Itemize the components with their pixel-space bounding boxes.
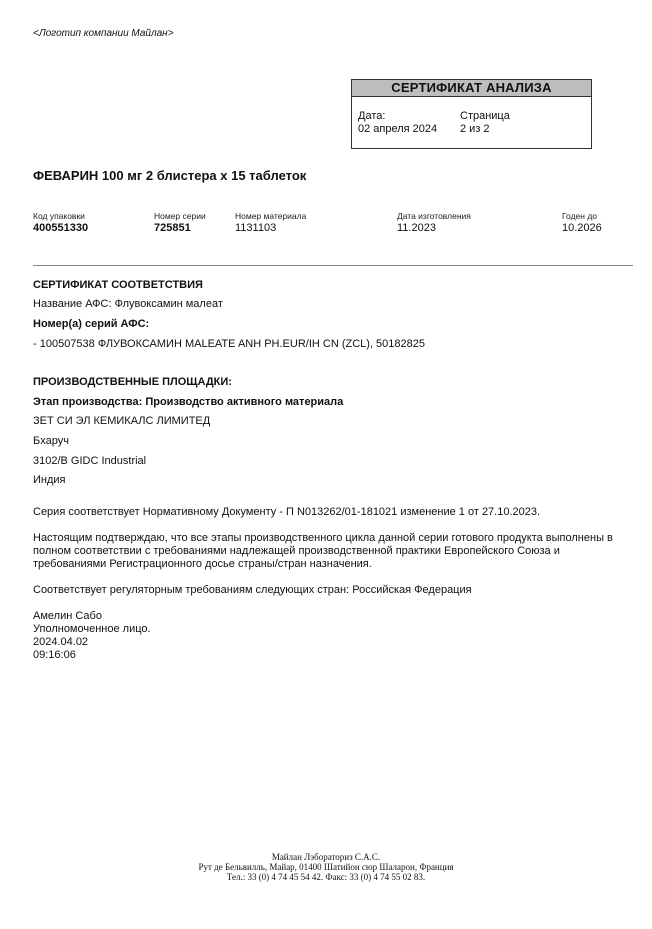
footer-address: Рут де Бельвилль, Майар, 01400 Шатийон сюр Шаларон, Франция (198, 862, 454, 872)
api-batches-label: Номер(а) серий АФС: (33, 318, 150, 330)
pack-code-value: 400551330 (33, 222, 89, 234)
meta-expiry (562, 211, 602, 234)
date-label: Дата: (358, 110, 386, 122)
api-name: Название АФС: Флувоксамин малеат (33, 298, 223, 310)
site-country: Индия (33, 474, 66, 486)
signature-block (33, 610, 151, 662)
page-value: 2 из 2 (460, 123, 490, 135)
conformity-heading: СЕРТИФИКАТ СООТВЕТСТВИЯ (33, 279, 203, 291)
site-address: 3102/B GIDC Industrial (33, 455, 147, 467)
sites-heading: ПРОИЗВОДСТВЕННЫЕ ПЛОЩАДКИ: (33, 376, 232, 388)
batch-value: 725851 (154, 222, 191, 234)
site-company: ЗЕТ СИ ЭЛ КЕМИКАЛС ЛИМИТЕД (33, 415, 211, 427)
mfg-date-label: Дата изготовления (397, 211, 471, 221)
compliance-statement: Серия соответствует Нормативному Документу - П N013262/01-181021 изменение 1 от 27.10.2023. (33, 506, 541, 518)
api-batch-line: - 100507538 ФЛУВОКСАМИН MALEATE ANH PH.EUR/IH CN (ZCL), 50182825 (33, 338, 425, 350)
meta-mfg-date (397, 211, 471, 234)
signature-time: 09:16:06 (33, 649, 76, 661)
expiry-value: 10.2026 (562, 222, 602, 234)
meta-pack-code (33, 211, 88, 234)
regulatory-statement: Соответствует регуляторным требованиям следующих стран: Российская Федерация (33, 584, 472, 596)
batch-label: Номер серии (154, 211, 206, 221)
company-logo-placeholder: <Логотип компании Майлан> (33, 28, 174, 39)
pack-code-label: Код упаковки (33, 211, 85, 221)
expiry-label: Годен до (562, 211, 598, 221)
material-value: 1131103 (235, 222, 277, 234)
confirmation-statement: Настоящим подтверждаю, что все этапы производственного цикла данной серии готового продукта выполнены в полном соответствии с требованиями надлежащей производственной практики Европейского Союза и требованиями Регистрационного досье страны/стран назначения. (33, 532, 613, 570)
page-label: Страница (460, 110, 510, 122)
site-city: Бхаруч (33, 435, 69, 447)
product-title: ФЕВАРИН 100 мг 2 блистера х 15 таблеток (33, 168, 307, 183)
footer-company: Майлан Лэбораториз С.А.С. (271, 852, 381, 862)
certificate-box (351, 79, 592, 149)
mfg-date-value: 11.2023 (397, 222, 436, 234)
signature-date: 2024.04.02 (33, 636, 89, 648)
footer-contacts: Тел.: 33 (0) 4 74 45 54 42. Факс: 33 (0) 4 74 55 02 83. (226, 872, 426, 882)
meta-batch (154, 211, 206, 234)
material-label: Номер материала (235, 211, 307, 221)
production-stage: Этап производства: Производство активного материала (33, 396, 344, 408)
signer-name: Амелин Сабо (33, 610, 102, 622)
meta-material (235, 211, 306, 234)
certificate-title: СЕРТИФИКАТ АНАЛИЗА (352, 80, 591, 97)
date-value: 02 апреля 2024 (358, 123, 438, 135)
section-divider (33, 265, 633, 266)
company-footer (0, 852, 652, 882)
signer-role: Уполномоченное лицо. (33, 623, 151, 635)
